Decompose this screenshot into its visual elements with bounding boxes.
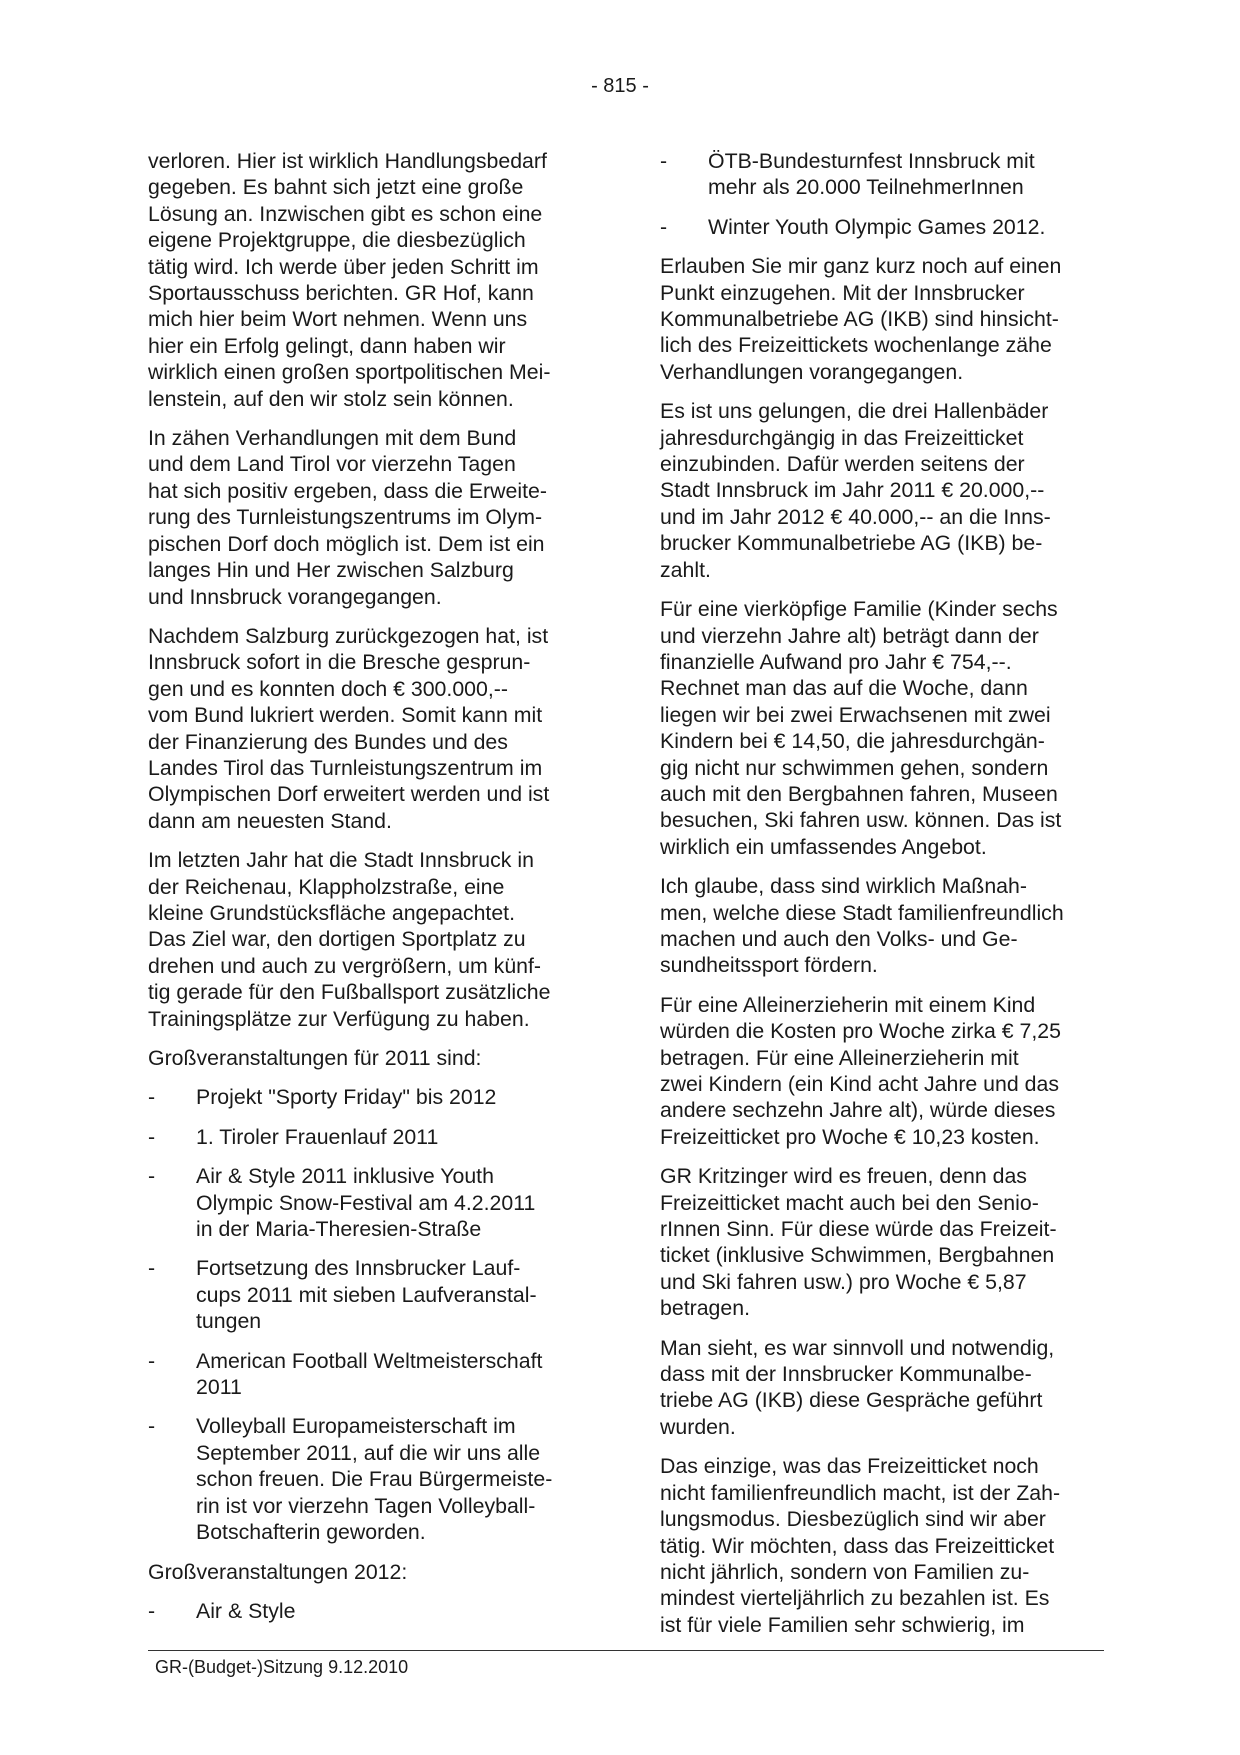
paragraph: Erlauben Sie mir ganz kurz noch auf einen Punkt einzugehen. Mit der Innsbrucker Kommunalbetriebe AG (IKB) sind hinsicht- lich des Freizeittickets wochenlange zähe Verhandlungen vorangegangen. [660, 254, 1062, 384]
list-heading-2012: Großveranstaltungen 2012: [148, 1559, 408, 1584]
paragraph: GR Kritzinger wird es freuen, denn das Freizeitticket macht auch bei den Senio- rInnen Sinn. Für diese würde das Freizeit- ticket (inklusive Schwimmen, Bergbahnen und Ski fahren usw.) pro Woche € 5,87 betragen. [660, 1164, 1057, 1321]
list-item: - Projekt "Sporty Friday" bis 2012 [148, 1085, 497, 1110]
list-dash: - [660, 149, 668, 173]
list-item: - 1. Tiroler Frauenlauf 2011 [148, 1124, 439, 1149]
paragraph: Das einzige, was das Freizeitticket noch nicht familienfreundlich macht, ist der Zah- lungsmodus. Diesbezüglich sind wir aber tätig. Wir möchten, dass das Freizeitticket nicht jährlich, sondern von Familien zu- mindest vierteljährlich zu bezahlen ist. Es ist für viele Familien sehr schwierig, im [660, 1454, 1061, 1637]
list-dash: - [148, 1085, 156, 1110]
paragraph: Es ist uns gelungen, die drei Hallenbäder jahresdurchgängig in das Freizeitticket einzubinden. Dafür werden seitens der Stadt Innsbruck im Jahr 2011 € 20.000,-- und im Jahr 2012 € 40.000,-- an die Inns- brucker Kommunalbetriebe AG (IKB) be- zahlt. [660, 399, 1051, 582]
paragraph: Ich glaube, dass sind wirklich Maßnah- men, welche diese Stadt familienfreundlich machen und auch den Volks- und Ge- sundheitssport fördern. [660, 874, 1064, 978]
list-item: - ÖTB-Bundesturnfest Innsbruck mit mehr als 20.000 TeilnehmerInnen [660, 149, 1035, 200]
list-dash: - [148, 1164, 156, 1189]
list-dash: - [148, 1414, 156, 1439]
paragraph: Nachdem Salzburg zurückgezogen hat, ist Innsbruck sofort in die Bresche gesprun- gen und es konnten doch € 300.000,-- vom Bund lukriert werden. Somit kann mit der Finanzierung des Bundes und des Landes Tirol das Turnleistungszentrum im Olympischen Dorf erweitert werden und ist dann am neuesten Stand. [148, 623, 550, 833]
left-column [148, 148, 588, 1637]
list-item: - Fortsetzung des Innsbrucker Lauf- cups 2011 mit sieben Laufveranstal- tungen [148, 1256, 537, 1334]
paragraph: Für eine vierköpfige Familie (Kinder sechs und vierzehn Jahre alt) beträgt dann der finanzielle Aufwand pro Jahr € 754,--. Rechnet man das auf die Woche, dann liegen wir bei zwei Erwachsenen mit zwei Kindern bei € 14,50, die jahresdurchgän- gig nicht nur schwimmen gehen, sondern auch mit den Bergbahnen fahren, Museen besuchen, Ski fahren usw. können. Das ist wirklich ein umfassendes Angebot. [660, 597, 1062, 859]
list-item: - Winter Youth Olympic Games 2012. [660, 214, 1046, 239]
paragraph: Man sieht, es war sinnvoll und notwendig, dass mit der Innsbrucker Kommunalbe- triebe AG (IKB) diese Gespräche geführt wurden. [660, 1335, 1055, 1439]
list-dash: - [148, 1348, 156, 1373]
list-dash: - [148, 1256, 156, 1281]
page-number: - 815 - [591, 75, 649, 97]
footer-session-label: GR-(Budget-)Sitzung 9.12.2010 [155, 1657, 409, 1677]
list-dash: - [148, 1598, 156, 1623]
paragraph: Im letzten Jahr hat die Stadt Innsbruck in der Reichenau, Klappholzstraße, eine kleine Grundstücksfläche angepachtet. Das Ziel war, den dortigen Sportplatz zu drehen und auch zu vergrößern, um künf- tig gerade für den Fußballsport zusätzliche Trainingsplätze zur Verfügung zu haben. [148, 848, 551, 1031]
paragraph: verloren. Hier ist wirklich Handlungsbedarf gegeben. Es bahnt sich jetzt eine große Lösung an. Inzwischen gibt es schon eine eigene Projektgruppe, die diesbezüglich tätig wird. Ich werde über jeden Schritt im Sportausschuss berichten. GR Hof, kann mich hier beim Wort nehmen. Wenn uns hier ein Erfolg gelingt, dann haben wir wirklich einen großen sportpolitischen Mei- lenstein, auf den wir stolz sein können. [148, 149, 551, 411]
right-column [660, 148, 1105, 1651]
list-dash: - [660, 214, 668, 239]
list-item: - American Football Weltmeisterschaft 2011 [148, 1348, 543, 1400]
list-item: - Volleyball Europameisterschaft im September 2011, auf die wir uns alle schon freuen. Die Frau Bürgermeiste- rin ist vor vierzehn Tagen Volleyball- Botschafterin geworden. [148, 1414, 553, 1545]
list-item: - Air & Style [148, 1598, 296, 1623]
list-item: - Air & Style 2011 inklusive Youth Olympic Snow-Festival am 4.2.2011 in der Maria-Theresien-Straße [148, 1164, 536, 1242]
list-heading-2011: Großveranstaltungen für 2011 sind: [148, 1046, 482, 1070]
paragraph: Für eine Alleinerzieherin mit einem Kind würden die Kosten pro Woche zirka € 7,25 betragen. Für eine Alleinerzieherin mit zwei Kindern (ein Kind acht Jahre und das andere sechzehn Jahre alt), würde dieses Freizeitticket pro Woche € 10,23 kosten. [660, 992, 1061, 1149]
footer-divider [148, 1650, 1104, 1651]
list-dash: - [148, 1124, 156, 1149]
paragraph: In zähen Verhandlungen mit dem Bund und dem Land Tirol vor vierzehn Tagen hat sich positiv ergeben, dass die Erweite- rung des Turnleistungszentrums im Olym- pischen Dorf doch möglich ist. Dem ist ein langes Hin und Her zwischen Salzburg und Innsbruck vorangegangen. [148, 426, 547, 609]
